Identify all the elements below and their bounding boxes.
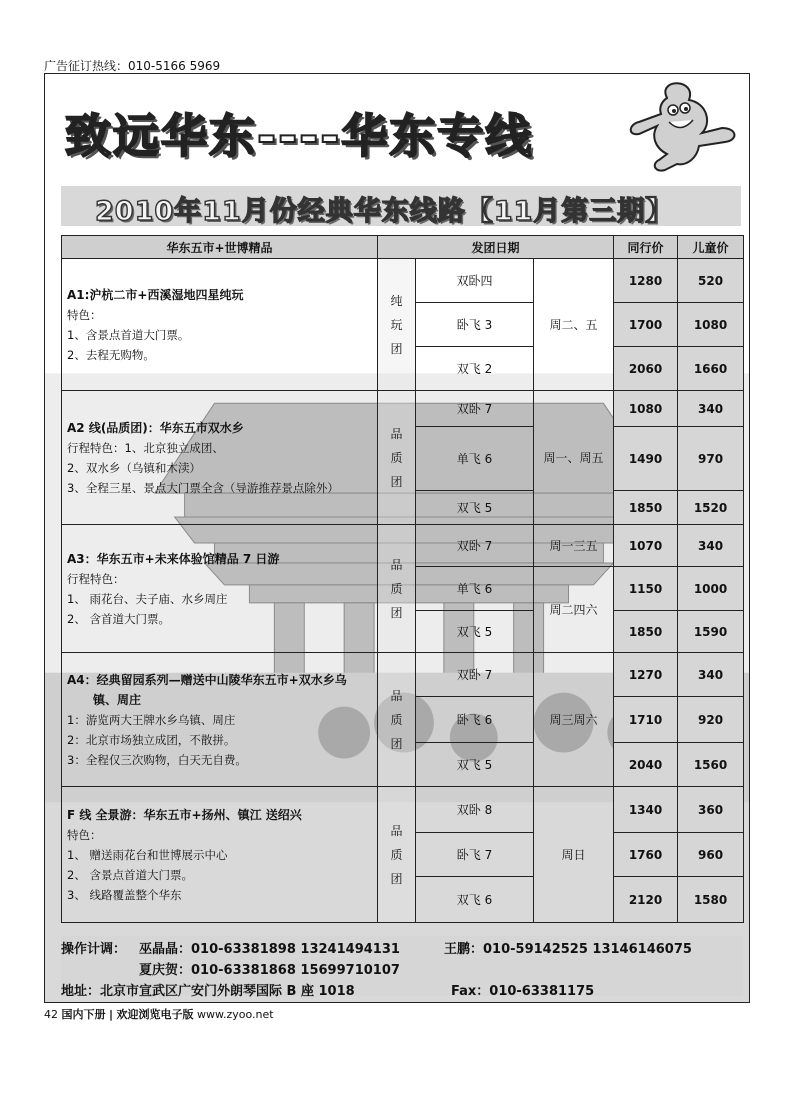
route-description xyxy=(62,259,378,391)
subtitle-banner xyxy=(61,186,741,226)
departure-days: 周一、周五 xyxy=(534,391,614,525)
route-line: 行程特色：1、北京独立成团、 xyxy=(67,440,224,455)
agent-price: 1490 xyxy=(614,427,678,491)
header-route: 华东五市+世博精品 xyxy=(62,236,378,259)
route-description xyxy=(62,787,378,923)
route-name: A2 线(品质团)：华东五市双水乡 xyxy=(67,420,244,435)
flight-option: 双飞 2 xyxy=(416,347,534,391)
route-name-continued: 镇、周庄 xyxy=(93,692,142,707)
route-line: 1、含景点首道大门票。 xyxy=(67,327,190,342)
flight-option: 单飞 6 xyxy=(416,567,534,611)
child-price: 1080 xyxy=(678,303,744,347)
page-frame xyxy=(44,73,750,1003)
route-line: 3、全程三星、景点大门票全含（导游推荐景点除外） xyxy=(67,480,339,495)
contact-label: 操作计调： xyxy=(61,942,127,957)
header-child-price: 儿童价 xyxy=(678,236,744,259)
agent-price: 1340 xyxy=(614,787,678,833)
group-type-text: 品质团 xyxy=(390,426,403,489)
child-price: 1580 xyxy=(678,877,744,923)
child-price: 920 xyxy=(678,697,744,743)
departure-days: 周日 xyxy=(534,787,614,923)
flight-option: 双飞 6 xyxy=(416,877,534,923)
table-row xyxy=(62,787,744,833)
group-type-text: 品质团 xyxy=(390,823,403,886)
group-type-text: 品质团 xyxy=(390,557,403,620)
child-price: 1590 xyxy=(678,611,744,653)
flight-option: 双卧 8 xyxy=(416,787,534,833)
agent-price: 2060 xyxy=(614,347,678,391)
route-line: 2、去程无购物。 xyxy=(67,347,155,362)
flight-option: 双卧 7 xyxy=(416,653,534,697)
flight-option: 双飞 5 xyxy=(416,611,534,653)
group-type-text: 品质团 xyxy=(390,688,403,751)
route-line: 特色： xyxy=(67,307,102,322)
agent-price: 1080 xyxy=(614,391,678,427)
flight-option: 卧飞 6 xyxy=(416,697,534,743)
website-link[interactable]: www.zyoo.net xyxy=(197,1008,274,1021)
ad-hotline: 广告征订热线：010-5166 5969 xyxy=(44,59,221,73)
flight-option: 双卧 7 xyxy=(416,391,534,427)
agent-price: 1270 xyxy=(614,653,678,697)
subtitle-text: 2010年11月份经典华东线路【11月第三期】 xyxy=(95,196,674,227)
table-row xyxy=(62,391,744,427)
route-line: 2：北京市场独立成团，不散拼。 xyxy=(67,732,236,747)
flight-option: 单飞 6 xyxy=(416,427,534,491)
haibao-mascot-image xyxy=(627,78,747,173)
contact-address: 地址：北京市宣武区广安门外朗琴国际 B 座 1018 xyxy=(61,984,355,999)
agent-price: 1150 xyxy=(614,567,678,611)
child-price: 1560 xyxy=(678,743,744,787)
group-type-text: 纯玩团 xyxy=(390,293,403,356)
table-row xyxy=(62,525,744,567)
child-price: 520 xyxy=(678,259,744,303)
flight-option: 双飞 5 xyxy=(416,491,534,525)
agent-price: 1700 xyxy=(614,303,678,347)
child-price: 360 xyxy=(678,787,744,833)
agent-price: 1280 xyxy=(614,259,678,303)
routes-table xyxy=(61,235,744,923)
flight-option: 卧飞 3 xyxy=(416,303,534,347)
footer-tagline: 欢迎浏览电子版 xyxy=(116,1008,194,1021)
contact-block xyxy=(61,936,743,999)
departure-days: 周一三五 xyxy=(534,525,614,567)
flight-option: 卧飞 7 xyxy=(416,833,534,877)
agent-price: 1850 xyxy=(614,491,678,525)
route-line: 特色： xyxy=(67,827,102,842)
route-line: 2、 含首道大门票。 xyxy=(67,611,170,626)
section-name: 国内下册 xyxy=(61,1008,106,1021)
route-line: 1：游览两大王牌水乡乌镇、周庄 xyxy=(67,712,236,727)
route-line: 2、 含景点首道大门票。 xyxy=(67,867,193,882)
route-description xyxy=(62,525,378,653)
header-agent-price: 同行价 xyxy=(614,236,678,259)
group-type xyxy=(378,525,416,653)
route-name: F 线 全景游：华东五市+扬州、镇江 送绍兴 xyxy=(67,807,302,822)
flight-option: 双飞 5 xyxy=(416,743,534,787)
child-price: 1660 xyxy=(678,347,744,391)
child-price: 340 xyxy=(678,653,744,697)
route-name: A4：经典留园系列—赠送中山陵华东五市+双水乡乌 xyxy=(67,672,347,687)
agent-price: 1070 xyxy=(614,525,678,567)
agent-price: 2040 xyxy=(614,743,678,787)
departure-days: 周二四六 xyxy=(534,567,614,653)
group-type xyxy=(378,259,416,391)
contact-person-1: 巫晶晶：010-63381898 13241494131 xyxy=(139,942,400,957)
route-name: A1:沪杭二市+西溪湿地四星纯玩 xyxy=(67,287,244,302)
route-name: A3：华东五市+未来体验馆精品 7 日游 xyxy=(67,551,280,566)
route-description xyxy=(62,391,378,525)
child-price: 960 xyxy=(678,833,744,877)
contact-fax: Fax：010-63381175 xyxy=(451,984,595,999)
flight-option: 双卧四 xyxy=(416,259,534,303)
route-line: 3、 线路覆盖整个华东 xyxy=(67,887,182,902)
route-description xyxy=(62,653,378,787)
agent-price: 1760 xyxy=(614,833,678,877)
group-type xyxy=(378,653,416,787)
footer-separator: | xyxy=(109,1008,114,1021)
agent-price: 1710 xyxy=(614,697,678,743)
route-line: 1、 赠送雨花台和世博展示中心 xyxy=(67,847,228,862)
header-departure: 发团日期 xyxy=(378,236,614,259)
page-title: 致远华东----华东专线 xyxy=(65,109,534,163)
group-type xyxy=(378,391,416,525)
flight-option: 双卧 7 xyxy=(416,525,534,567)
child-price: 340 xyxy=(678,525,744,567)
table-row xyxy=(62,259,744,303)
route-line: 2、双水乡（乌镇和木渎） xyxy=(67,460,201,475)
table-row xyxy=(62,653,744,697)
table-header-row xyxy=(62,236,744,259)
contact-person-3: 夏庆贺：010-63381868 15699710107 xyxy=(139,963,400,978)
page-number: 42 xyxy=(44,1008,58,1021)
departure-days: 周三周六 xyxy=(534,653,614,787)
child-price: 1000 xyxy=(678,567,744,611)
route-line: 行程特色： xyxy=(67,571,125,586)
departure-days: 周二、五 xyxy=(534,259,614,391)
page-footer xyxy=(44,1006,274,1022)
child-price: 340 xyxy=(678,391,744,427)
route-line: 1、 雨花台、夫子庙、水乡周庄 xyxy=(67,591,228,606)
child-price: 970 xyxy=(678,427,744,491)
agent-price: 1850 xyxy=(614,611,678,653)
group-type xyxy=(378,787,416,923)
agent-price: 2120 xyxy=(614,877,678,923)
child-price: 1520 xyxy=(678,491,744,525)
route-line: 3：全程仅三次购物，白天无自费。 xyxy=(67,752,247,767)
contact-person-2: 王鹏：010-59142525 13146146075 xyxy=(444,942,692,957)
